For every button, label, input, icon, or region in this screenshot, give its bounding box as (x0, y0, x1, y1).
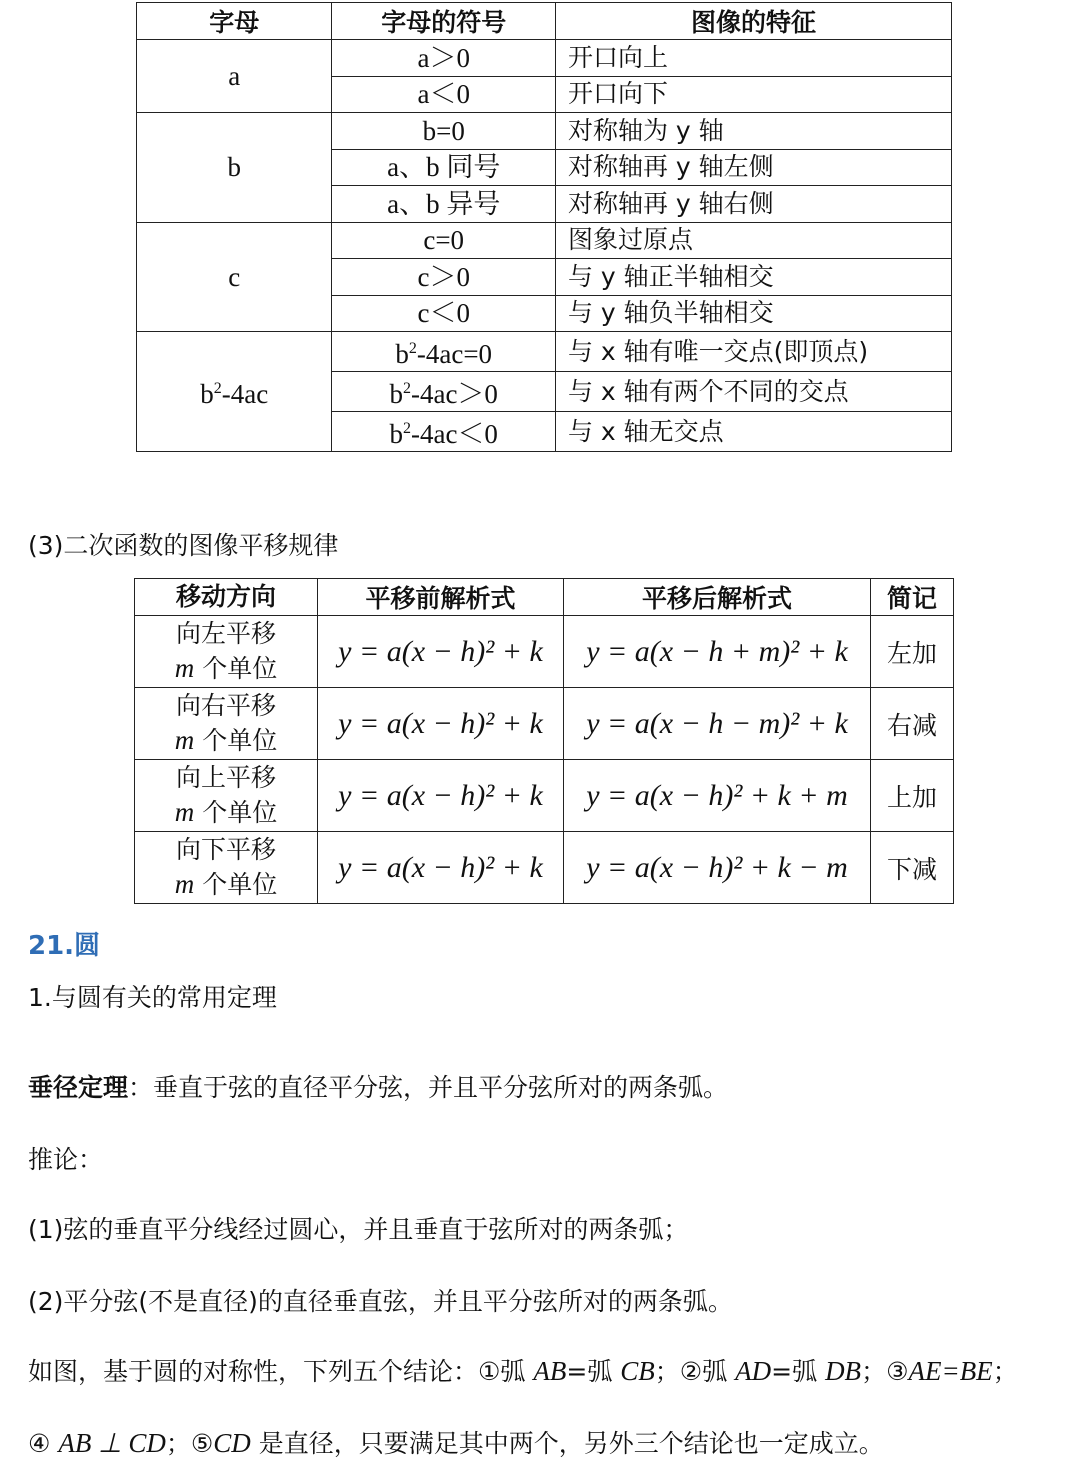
feature-cell: 与 y 轴负半轴相交 (555, 295, 951, 332)
direction-cell (135, 832, 318, 904)
before-formula: y = a(x − h)² + k (318, 760, 564, 832)
direction-m: m (174, 725, 195, 755)
section-21-title: 21.圆 (28, 931, 101, 961)
table-row (137, 113, 952, 150)
group-letter-b: b (137, 113, 332, 223)
feature-cell: 与 y 轴正半轴相交 (555, 259, 951, 296)
direction-line2 (135, 867, 317, 902)
translation-table (134, 578, 954, 904)
direction-line2 (135, 651, 317, 686)
direction-line1: 向下平移 (175, 835, 276, 864)
direction-line1: 向右平移 (175, 691, 276, 720)
group-letter-a: a (137, 40, 332, 113)
math-run: AB (533, 1356, 567, 1386)
section-3-title: (3)二次函数的图像平移规律 (28, 531, 339, 560)
theorem-text: ：垂直于弦的直径平分弦，并且平分弦所对的两条弧。 (128, 1073, 729, 1102)
text-run: ；②弧 (654, 1357, 736, 1386)
group-letter-discriminant (137, 332, 332, 452)
text-run: =弧 (771, 1357, 826, 1386)
sign-cell (332, 372, 555, 412)
text-run: ④ (28, 1429, 59, 1458)
sign-cell: a＜0 (332, 76, 555, 113)
table-row (137, 222, 952, 259)
after-formula: y = a(x − h)² + k − m (564, 832, 871, 904)
corollary-1: (1)弦的垂直平分线经过圆心，并且垂直于弦所对的两条弧； (28, 1215, 689, 1244)
sign-cell: a、b 异号 (332, 186, 555, 223)
direction-m: m (174, 653, 195, 683)
feature-cell: 图象过原点 (555, 222, 951, 259)
sign-sup: 2 (408, 340, 417, 357)
table-header-row (135, 579, 954, 616)
sign-rest: -4ac=0 (416, 339, 493, 369)
table-header-row (137, 3, 952, 40)
conclusion-line-2 (28, 1424, 884, 1460)
after-formula: y = a(x − h + m)² + k (564, 616, 871, 688)
sign-rest: -4ac＞0 (410, 379, 498, 409)
disc-base: b (200, 379, 214, 409)
direction-line1: 向左平移 (175, 619, 276, 648)
disc-rest: -4ac (221, 379, 269, 409)
corollary-label: 推论： (28, 1145, 104, 1174)
header-letter: 字母 (137, 3, 332, 40)
note-cell: 下减 (871, 832, 954, 904)
direction-line2 (135, 723, 317, 758)
before-formula: y = a(x − h)² + k (318, 616, 564, 688)
direction-cell (135, 616, 318, 688)
section-21-subtitle: 1.与圆有关的常用定理 (28, 983, 277, 1012)
math-run: DB (825, 1356, 862, 1386)
theorem-paragraph (28, 1068, 728, 1104)
before-formula: y = a(x − h)² + k (318, 688, 564, 760)
sign-cell (332, 332, 555, 372)
header-note: 简记 (871, 579, 954, 616)
theorem-label: 垂径定理 (28, 1073, 129, 1102)
table-row (135, 688, 954, 760)
group-letter-c: c (137, 222, 332, 332)
feature-cell: 与 x 轴有唯一交点(即顶点) (555, 332, 951, 372)
math-run: AE=BE (908, 1356, 993, 1386)
table-row (137, 332, 952, 372)
sign-cell: c=0 (332, 222, 555, 259)
coefficient-table (136, 2, 952, 452)
sign-cell: b=0 (332, 113, 555, 150)
before-formula: y = a(x − h)² + k (318, 832, 564, 904)
sign-base: b (395, 339, 409, 369)
text-run: 是直径，只要满足其中两个，另外三个结论也一定成立。 (250, 1429, 884, 1458)
table-row (135, 832, 954, 904)
feature-cell: 对称轴再 y 轴右侧 (555, 186, 951, 223)
feature-cell: 开口向下 (555, 76, 951, 113)
text-run: ；③ (861, 1357, 909, 1386)
sign-cell: a＞0 (332, 40, 555, 77)
sign-cell (332, 412, 555, 452)
conclusion-line-1 (28, 1352, 1018, 1388)
direction-unit: 个单位 (194, 870, 278, 899)
table-row (135, 760, 954, 832)
feature-cell: 开口向上 (555, 40, 951, 77)
feature-cell: 与 x 轴无交点 (555, 412, 951, 452)
note-cell: 上加 (871, 760, 954, 832)
sign-rest: -4ac＜0 (410, 419, 498, 449)
math-run: AB ⊥ CD (58, 1428, 166, 1458)
feature-cell: 对称轴再 y 轴左侧 (555, 149, 951, 186)
note-cell: 右减 (871, 688, 954, 760)
corollary-2: (2)平分弦(不是直径)的直径垂直弦，并且平分弦所对的两条弧。 (28, 1287, 733, 1316)
direction-unit: 个单位 (194, 726, 278, 755)
header-feature: 图像的特征 (555, 3, 951, 40)
header-sign: 字母的符号 (332, 3, 555, 40)
math-run: AD (735, 1356, 772, 1386)
text-run: 如图，基于圆的对称性，下列五个结论：①弧 (28, 1357, 534, 1386)
sign-base: b (389, 379, 403, 409)
direction-cell (135, 688, 318, 760)
text-run: ；⑤ (165, 1429, 214, 1458)
text-run: =弧 (566, 1357, 621, 1386)
text-run: ； (992, 1357, 1018, 1386)
table-row (135, 616, 954, 688)
header-after: 平移后解析式 (564, 579, 871, 616)
sign-sup: 2 (402, 420, 411, 437)
direction-m: m (174, 869, 195, 899)
direction-m: m (174, 797, 195, 827)
sign-cell: c＞0 (332, 259, 555, 296)
feature-cell: 对称轴为 y 轴 (555, 113, 951, 150)
feature-cell: 与 x 轴有两个不同的交点 (555, 372, 951, 412)
math-run: CB (620, 1356, 655, 1386)
sign-cell: a、b 同号 (332, 149, 555, 186)
direction-unit: 个单位 (194, 654, 278, 683)
sign-sup: 2 (402, 380, 411, 397)
direction-cell (135, 760, 318, 832)
direction-line2 (135, 795, 317, 830)
table-row (137, 40, 952, 77)
after-formula: y = a(x − h − m)² + k (564, 688, 871, 760)
sign-cell: c＜0 (332, 295, 555, 332)
sign-base: b (389, 419, 403, 449)
note-cell: 左加 (871, 616, 954, 688)
header-direction: 移动方向 (135, 579, 318, 616)
header-before: 平移前解析式 (318, 579, 564, 616)
math-run: CD (213, 1428, 251, 1458)
direction-line1: 向上平移 (175, 763, 276, 792)
after-formula: y = a(x − h)² + k + m (564, 760, 871, 832)
direction-unit: 个单位 (194, 798, 278, 827)
disc-sup: 2 (213, 380, 222, 397)
